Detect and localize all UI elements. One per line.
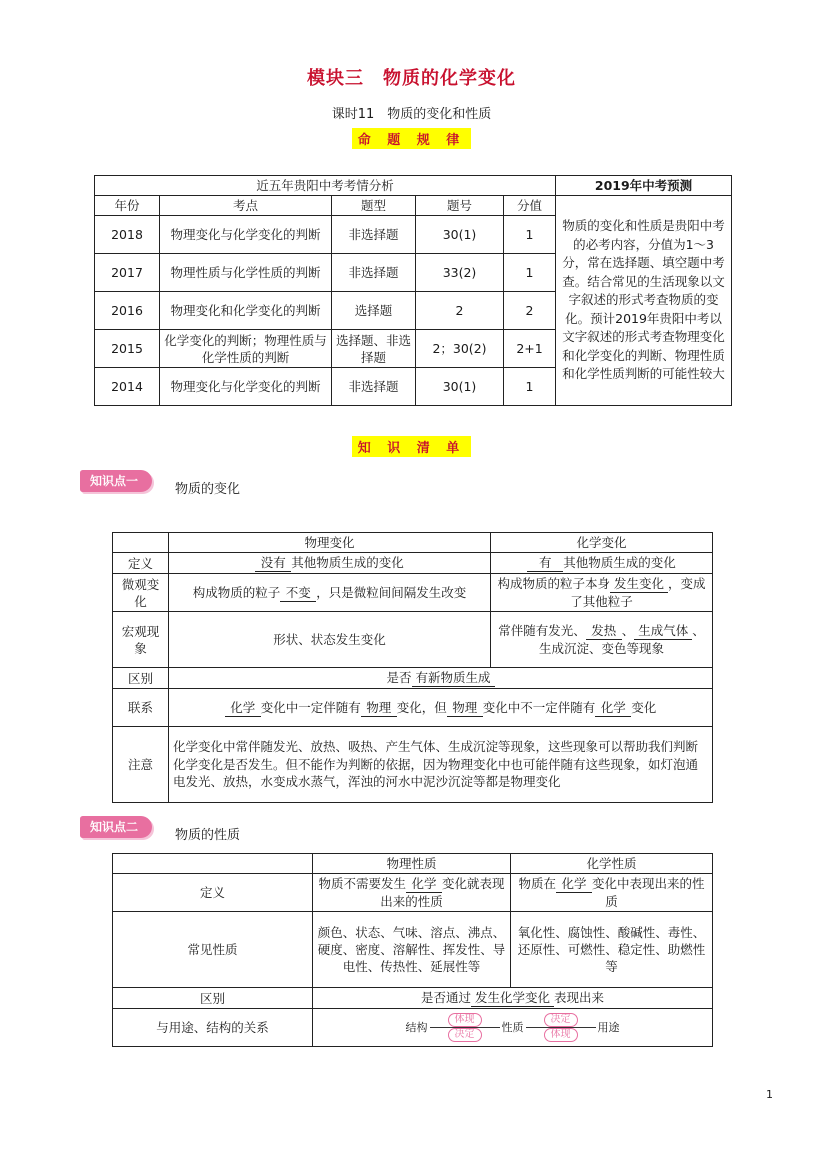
row-label-micro: 微观变化: [113, 574, 169, 612]
cell-topic: 物理性质与化学性质的判断: [160, 254, 332, 292]
cell-score: 1: [504, 216, 556, 254]
corner-cell: [113, 854, 313, 874]
page-number: 1: [766, 1088, 773, 1101]
property-difference-text: 是否通过 发生化学变化 表现出来: [313, 988, 713, 1009]
blank-answer: 有: [527, 554, 563, 572]
common-chemical-property: 氧化性、腐蚀性、酸碱性、毒性、还原性、可燃性、稳定性、助燃性等: [511, 912, 713, 988]
cell-score: 2: [504, 292, 556, 330]
row-label-note: 注意: [113, 727, 169, 803]
row-label-relation: 与用途、结构的关系: [113, 1009, 313, 1047]
blank-answer: 化学: [556, 875, 592, 893]
relation-label-reflect: 体现: [448, 1013, 482, 1027]
col-header-physical-property: 物理性质: [313, 854, 511, 874]
matter-property-table: [112, 853, 713, 1047]
cell-number: 2: [416, 292, 504, 330]
difference-text: 是否 有新物质生成: [169, 668, 713, 689]
cell-number: 2；30(2): [416, 330, 504, 368]
relation-label-determine: 决定: [544, 1013, 578, 1027]
section-heading-exam-pattern: 命 题 规 律: [0, 128, 823, 149]
blank-answer: 发热: [586, 622, 622, 640]
blank-answer: 化学: [225, 699, 261, 717]
relation-property: 性质: [501, 1021, 524, 1034]
blank-answer: 化学: [595, 699, 631, 717]
row-label-difference: 区别: [113, 668, 169, 689]
cell-score: 2+1: [504, 330, 556, 368]
col-header-physical-change: 物理变化: [169, 533, 491, 553]
blank-answer: 物理: [447, 699, 483, 717]
def-physical-property: 物质不需要发生 化学 变化就表现出来的性质: [313, 874, 511, 912]
cell-number: 30(1): [416, 368, 504, 406]
blank-answer: 没有: [255, 554, 291, 572]
relation-label-determine: 决定: [448, 1028, 482, 1042]
lesson-subtitle: 课时11 物质的变化和性质: [331, 107, 492, 122]
row-label-macro: 宏观现象: [113, 612, 169, 668]
analysis-group-header: 近五年贵阳中考考情分析: [95, 176, 556, 196]
blank-answer: 发生变化: [610, 575, 668, 593]
common-physical-property: 颜色、状态、气味、溶点、沸点、硬度、密度、溶解性、挥发性、导电性、传热性、延展性等: [313, 912, 511, 988]
row-label-definition: 定义: [113, 553, 169, 574]
cell-type: 非选择题: [332, 368, 416, 406]
blank-answer: 物理: [361, 699, 397, 717]
def-physical: 没有 其他物质生成的变化: [169, 553, 491, 574]
col-header-number: 题号: [416, 196, 504, 216]
note-text: 化学变化中常伴随发光、放热、吸热、产生气体、生成沉淀等现象，这些现象可以帮助我们判断化学变化是否发生。但不能作为判断的依据，因为物理变化中也可能伴随有这些现象，如灯泡通电发光、放热，水变成水蒸气，浑浊的河水中泥沙沉淀等都是物理变化: [169, 727, 713, 803]
row-label-difference: 区别: [113, 988, 313, 1009]
knowledge-point-2-tag: 知识点二: [80, 816, 152, 838]
matter-change-table: [112, 532, 713, 803]
knowledge-point-1-tag: 知识点一: [80, 470, 152, 492]
macro-physical: 形状、状态发生变化: [169, 612, 491, 668]
cell-type: 选择题、非选择题: [332, 330, 416, 368]
row-label-definition: 定义: [113, 874, 313, 912]
col-header-topic: 考点: [160, 196, 332, 216]
cell-year: 2017: [95, 254, 160, 292]
col-header-type: 题型: [332, 196, 416, 216]
relation-diagram: [313, 1009, 713, 1047]
micro-chemical: 构成物质的粒子本身 发生变化 ，变成了其他粒子: [491, 574, 713, 612]
cell-year: 2014: [95, 368, 160, 406]
relation-use: 用途: [597, 1021, 620, 1034]
col-header-chemical-change: 化学变化: [491, 533, 713, 553]
row-label-common: 常见性质: [113, 912, 313, 988]
macro-chemical: 常伴随有发光、 发热 、 生成气体 、生成沉淀、变色等现象: [491, 612, 713, 668]
blank-answer: 生成气体: [634, 622, 692, 640]
blank-answer: 化学: [406, 875, 442, 893]
cell-type: 选择题: [332, 292, 416, 330]
row-label-connection: 联系: [113, 689, 169, 727]
prediction-header: 2019年中考预测: [556, 176, 732, 196]
blank-answer: 有新物质生成: [412, 669, 495, 687]
col-header-year: 年份: [95, 196, 160, 216]
exam-analysis-table: [94, 175, 732, 406]
cell-topic: 物理变化和化学变化的判断: [160, 292, 332, 330]
def-chemical: 有 其他物质生成的变化: [491, 553, 713, 574]
cell-topic: 化学变化的判断；物理性质与化学性质的判断: [160, 330, 332, 368]
cell-score: 1: [504, 254, 556, 292]
cell-topic: 物理变化与化学变化的判断: [160, 216, 332, 254]
section-heading-knowledge-list: 知 识 清 单: [0, 436, 823, 457]
def-chemical-property: 物质在 化学 变化中表现出来的性质: [511, 874, 713, 912]
corner-cell: [113, 533, 169, 553]
relation-label-reflect: 体现: [544, 1028, 578, 1042]
cell-year: 2018: [95, 216, 160, 254]
micro-physical: 构成物质的粒子 不变 ，只是微粒间间隔发生改变: [169, 574, 491, 612]
cell-type: 非选择题: [332, 216, 416, 254]
cell-number: 30(1): [416, 216, 504, 254]
page-title: 模块三 物质的化学变化: [307, 68, 516, 89]
cell-number: 33(2): [416, 254, 504, 292]
knowledge-point-1-label: 物质的变化: [175, 482, 241, 497]
blank-answer: 发生化学变化: [471, 989, 554, 1007]
cell-year: 2016: [95, 292, 160, 330]
col-header-chemical-property: 化学性质: [511, 854, 713, 874]
cell-year: 2015: [95, 330, 160, 368]
connection-text: 化学 变化中一定伴随有 物理 变化，但 物理 变化中不一定伴随有 化学 变化: [169, 689, 713, 727]
cell-type: 非选择题: [332, 254, 416, 292]
knowledge-point-2-label: 物质的性质: [175, 828, 241, 843]
cell-topic: 物理变化与化学变化的判断: [160, 368, 332, 406]
relation-structure: 结构: [405, 1021, 428, 1034]
blank-answer: 不变: [280, 584, 316, 602]
prediction-text: 物质的变化和性质是贵阳中考的必考内容，分值为1～3分，常在选择题、填空题中考查。结合常见的生活现象以文字叙述的形式考查物质的变化。预计2019年贵阳中考以文字叙述的形式考查物理变化和化学变化的判断、物理性质和化学性质判断的可能性较大: [556, 196, 732, 406]
col-header-score: 分值: [504, 196, 556, 216]
cell-score: 1: [504, 368, 556, 406]
